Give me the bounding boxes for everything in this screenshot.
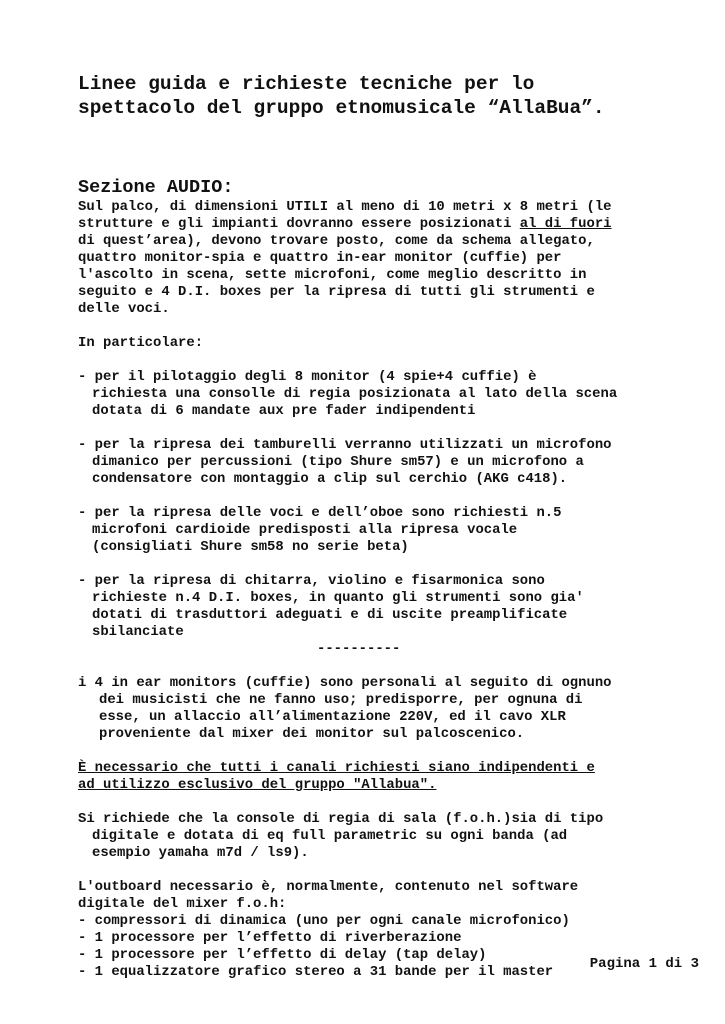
separator: ---------- <box>317 641 401 657</box>
intro-line: seguito e 4 D.I. boxes per la ripresa di tutti gli strumenti e <box>78 284 595 300</box>
console-paragraph: Si richiede che la console di regia di sala (f.o.h.)sia di tipo digitale e dotata di eq full parametric su ogni banda (ad esempio yamaha m7d / ls9). <box>78 811 604 861</box>
inear-paragraph: i 4 in ear monitors (cuffie) sono personali al seguito di ognuno dei musicisti che ne fanno uso; predisporre, per ognuna di esse, un allaccio all’alimentazione 220V, ed il cavo XLR proveniente dal mixer dei monitor sul palcoscenico. <box>78 675 612 742</box>
section-heading: Sezione AUDIO: <box>78 177 234 198</box>
intro-line: l'ascolto in scena, sette microfoni, come meglio descritto in <box>78 267 587 283</box>
document-title <box>78 72 698 120</box>
intro-paragraph <box>78 199 698 318</box>
page-number: Pagina 1 di 3 <box>589 956 699 972</box>
list-item: - per il pilotaggio degli 8 monitor (4 spie+4 cuffie) è richiesta una consolle di regia posizionata al lato della scena dotata di 6 mandate aux pre fader indipendenti <box>78 369 618 419</box>
list-item: - per la ripresa dei tamburelli verranno utilizzati un microfono dimanico per percussioni (tipo Shure sm57) e un microfono a condensatore con montaggio a clip sul cerchio (AKG c418). <box>78 437 612 487</box>
outboard-item: - compressori di dinamica (uno per ogni canale microfonico) <box>78 913 570 929</box>
in-particolare-label: In particolare: <box>78 335 204 351</box>
title-line-1: Linee guida e richieste tecniche per lo <box>78 73 535 95</box>
document-page <box>78 72 698 981</box>
list-item: - per la ripresa di chitarra, violino e fisarmonica sono richieste n.4 D.I. boxes, in quanto gli strumenti sono gia' dotati di trasduttori adeguati e di uscite preamplificate sbilanciate <box>78 573 584 640</box>
underlined-text: al di fuori <box>519 216 612 232</box>
outboard-item: - 1 processore per l’effetto di delay (tap delay) <box>78 947 487 963</box>
intro-line: delle voci. <box>78 301 170 317</box>
title-line-2: spettacolo del gruppo etnomusicale “AllaBua”. <box>78 97 605 119</box>
necessario-paragraph: È necessario che tutti i canali richiesti siano indipendenti e ad utilizzo esclusivo del gruppo "Allabua". <box>78 760 595 793</box>
outboard-paragraph: L'outboard necessario è, normalmente, contenuto nel software digitale del mixer f.o.h: - compressori di dinamica (uno per ogni canale microfonico) - 1 processore per l’effetto di riverberazione - 1 processore per l’effetto di delay (tap delay) - 1 equalizzatore grafico stereo a 31 bande per il master <box>78 879 698 981</box>
intro-line: di quest’area), devono trovare posto, come da schema allegato, <box>78 233 595 249</box>
intro-line: quattro monitor-spia e quattro in-ear monitor (cuffie) per <box>78 250 562 266</box>
intro-line: Sul palco, di dimensioni UTILI al meno di 10 metri x 8 metri (le <box>78 199 612 215</box>
list-item: - per la ripresa delle voci e dell’oboe sono richiesti n.5 microfoni cardioide predisposti alla ripresa vocale (consigliati Shure sm58 no serie beta) <box>78 505 562 555</box>
outboard-item: - 1 equalizzatore grafico stereo a 31 bande per il master <box>78 964 554 980</box>
intro-line: strutture e gli impianti dovranno essere posizionati al di fuori <box>78 216 612 232</box>
outboard-item: - 1 processore per l’effetto di riverberazione <box>78 930 462 946</box>
